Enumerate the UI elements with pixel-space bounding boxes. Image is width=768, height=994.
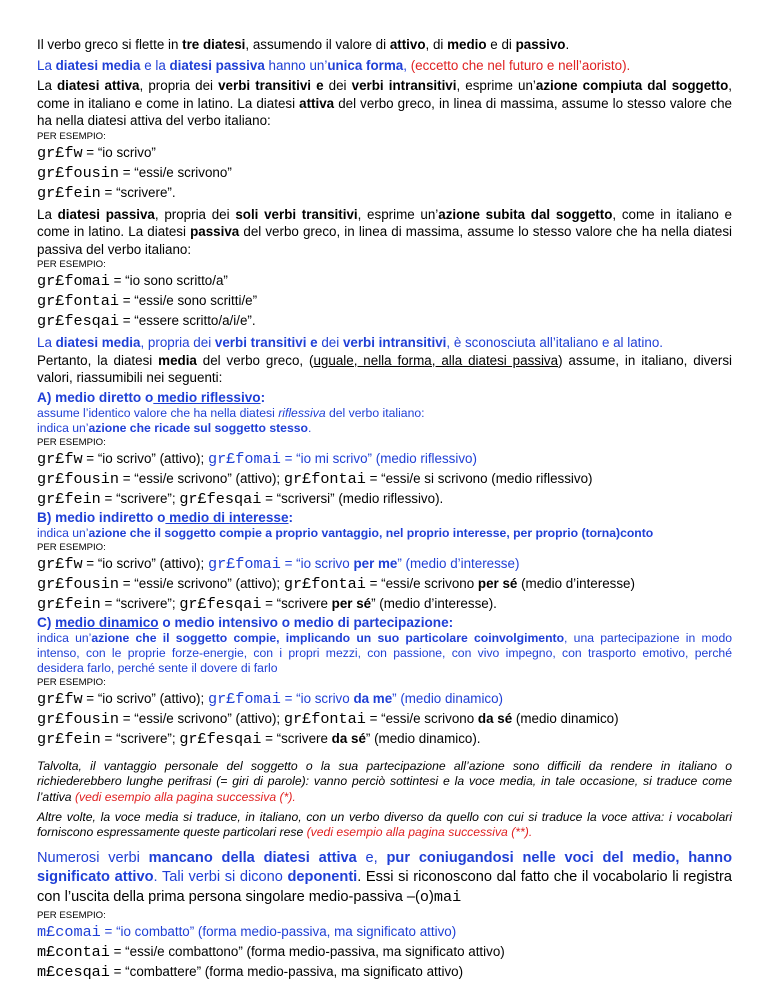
text: , esprime un’ [456,78,536,94]
per-esempio-label: PER ESEMPIO: [37,259,106,271]
heading-a-desc [37,406,732,421]
per-esempio-label: PER ESEMPIO: [37,437,106,449]
text: medio dinamico [55,614,159,630]
text: diatesi passiva [57,206,155,222]
greek-word: gr£fein [37,729,101,748]
text: = “essi/e si scrivono (medio riflessivo) [365,470,593,486]
text: , assumendo il valore di [245,37,390,52]
text: medio diretto o [55,389,154,405]
text: del verbo greco, ( [196,352,314,368]
heading-b [37,509,732,526]
text: pur coniugandosi nelle voci del medio, hanno significato attivo [37,849,733,886]
example-line [37,574,732,594]
example-line [37,449,732,469]
text: unica forma [327,57,404,73]
greek-word: gr£fw [37,143,83,162]
text: = “scrivere”; [100,730,180,746]
text: ” (medio dinamico) [392,690,504,706]
text: passivo [515,37,566,52]
greek-word: gr£fw [37,554,83,573]
text: azione che il soggetto compie a proprio vantaggio, nel proprio interesse, per proprio (torna)conto [88,525,654,540]
text: , propria dei [154,206,236,222]
text: dei [317,334,343,350]
example-line [37,594,732,614]
text: = “scrivere [261,730,332,746]
text: dei [323,78,352,94]
text: hanno un’ [264,57,328,73]
text: per sé [331,595,372,611]
text: ) assume, in italiano, diversi valori, riassumibili nei seguenti: [37,352,732,386]
text: Il verbo greco si flette in [37,37,183,52]
text: = “io scrivo [280,555,354,571]
text: riflessiva [278,405,326,420]
text: Numerosi verbi [37,849,149,866]
text: verbi transitivi e [214,334,318,350]
text: uguale, nella forma, alla diatesi passiva [313,352,559,368]
greek-word: gr£fw [37,689,83,708]
greek-word: gr£fousin [37,163,120,182]
text: e, [356,849,387,866]
heading-a-desc [37,421,732,436]
example-line [37,554,732,574]
greek-word: gr£fomai [207,554,281,573]
text: indica un’ [37,525,89,540]
text: deponenti [287,869,358,886]
text: = “io scrivo” [82,144,156,160]
middle-voice-note [37,334,732,352]
text: , come in italiano e come in latino. La diatesi [37,78,732,111]
example-line [37,942,732,962]
text: da sé [477,710,513,726]
per-esempio-label: PER ESEMPIO: [37,909,106,921]
text: = “essi/e scrivono [365,575,478,591]
greek-word: mai [433,887,462,906]
text: azione che ricade sul soggetto stesso [88,420,308,435]
text: La [37,57,56,73]
greek-word: gr£fomai [207,449,281,468]
text: . [307,420,312,435]
greek-word: gr£fomai [207,689,281,708]
text: del verbo italiano: [325,405,425,420]
text: B) [37,509,56,525]
text: indica un’ [37,420,89,435]
example-line [37,709,732,729]
greek-word: gr£fesqai [179,489,262,508]
text: Altre volte, la voce media si traduce, in italiano, con un verbo diverso da quello con cui si traduce la voce attiva: i vocabolari forniscono espressamente queste particolari rese [37,809,732,840]
text: Pertanto, la diatesi [37,352,159,368]
text: , esprime un’ [357,206,439,222]
per-esempio-label: PER ESEMPIO: [37,541,106,553]
text: da sé [331,730,366,746]
text: ” (medio dinamico). [365,730,481,746]
example-line [37,143,732,163]
text: passiva [190,224,240,240]
text: . Essi si riconoscono dal fatto che il vocabolario li registra con l’uscita della prima persona singolare medio-passiva –( [37,869,733,905]
greek-word: gr£fontai [283,574,366,593]
example-line [37,291,732,311]
greek-word: gr£fw [37,449,83,468]
text: e di [486,37,516,52]
text: = “scriversi” (medio riflessivo). [261,490,444,506]
text: La [37,334,56,350]
text: : [288,509,294,525]
intro-paragraph [37,36,732,54]
text: ” (medio d’interesse) [397,555,520,571]
text: : [260,389,266,405]
text: C) [37,614,56,630]
text: = “essi/e sono scritti/e” [119,292,258,308]
text: , [403,57,411,73]
greek-word: gr£fein [37,594,101,613]
text: attivo [389,37,426,52]
text: . Tali verbi si dicono [153,869,288,886]
text: = “essere scritto/a/i/e”. [119,312,256,328]
active-voice-paragraph [37,77,732,130]
per-esempio-label: PER ESEMPIO: [37,130,106,142]
text: azione subita dal soggetto [438,206,613,222]
example-line [37,311,732,331]
middle-voice-paragraph [37,352,732,387]
text: (medio d’interesse) [517,575,635,591]
text: medio indiretto o [55,509,166,525]
text: La [37,78,57,94]
text: azione compiuta dal soggetto [535,78,729,94]
text: del verbo greco, in linea di massima, assume lo stesso valore che ha nella diatesi passiva del verbo italiano: [37,224,733,257]
text: assume l’identico valore che ha nella diatesi [37,405,279,420]
text: verbi transitivi e [218,78,324,94]
text: = “io scrivo” (attivo); [82,690,208,706]
per-esempio-label: PER ESEMPIO: [37,677,106,689]
text: ” (medio d’interesse). [371,595,497,611]
text: = “io scrivo [280,690,354,706]
text: = “essi/e scrivono” (attivo); [119,575,284,591]
text: = “scrivere”; [100,595,180,611]
italic-note-2 [37,810,732,841]
example-line [37,489,732,509]
text: = “io sono scritto/a” [109,272,228,288]
text: La [37,206,58,222]
text: = “io scrivo” (attivo); [82,450,208,466]
heading-c [37,614,732,631]
text: ) [429,888,434,905]
text: , è sconosciuta all’italiano e al latino. [446,334,663,350]
heading-a [37,389,732,406]
text: per me [353,555,398,571]
greek-word: gr£fousin [37,709,120,728]
text: , propria dei [139,78,219,94]
text: = “scrivere [261,595,332,611]
example-line [37,922,732,942]
text: = “io combatto” (forma medio-passiva, ma significato attivo) [100,923,457,939]
greek-word: m£comai [37,922,101,941]
text: diatesi media [55,57,141,73]
text: diatesi media [55,334,141,350]
greek-word: gr£fontai [37,291,120,310]
text: diatesi attiva [57,78,140,94]
greek-word: gr£fontai [283,469,366,488]
greek-word: gr£fousin [37,574,120,593]
text: medio [447,37,487,52]
text: A) [37,389,56,405]
text: tre diatesi [182,37,246,52]
text: = “essi/e scrivono” [119,164,232,180]
text: , una partecipazione in modo intenso, con le proprie forze-energie, con i propri mezzi, con passione, con vivo impegno, con trasporto emotivo, perché desidera farlo, perché sente il dovere di farlo [37,630,732,675]
greek-word: gr£fein [37,489,101,508]
text: . [565,37,570,52]
text: diatesi passiva [169,57,265,73]
text: = “combattere” (forma medio-passiva, ma significato attivo) [109,963,464,979]
media-passiva-note [37,57,732,75]
text: azione che il soggetto compie, implicando un suo particolare coinvolgimento [91,630,565,645]
text: mancano della diatesi attiva [148,849,357,866]
text: del verbo greco, in linea di massima, assume lo stesso valore che ha nella diatesi attiva del verbo italiano: [37,95,732,129]
text: medio riflessivo [153,389,261,405]
text: = “scrivere”; [100,490,180,506]
italic-note-1 [37,759,732,805]
greek-word: gr£fomai [37,271,110,290]
greek-word: gr£fein [37,183,101,202]
text: , come in italiano e come in latino. La diatesi [37,206,733,240]
example-line [37,183,732,203]
text: soli verbi transitivi [235,206,358,222]
example-line [37,271,732,291]
greek-word: gr£fontai [283,709,366,728]
text: (vedi esempio alla pagina successiva (**). [306,825,533,840]
text: = “essi/e scrivono” (attivo); [119,710,284,726]
text: per sé [477,575,518,591]
text: , di [425,37,448,52]
greek-word: o [419,887,429,906]
example-line [37,163,732,183]
example-line [37,729,732,749]
deponent-paragraph [37,849,732,907]
text: , propria dei [140,334,215,350]
greek-word: gr£fousin [37,469,120,488]
text: = “essi/e scrivono” (attivo); [119,470,284,486]
text: o medio intensivo o medio di partecipazione: [158,614,454,630]
text: da me [353,690,393,706]
greek-word: gr£fesqai [37,311,120,330]
example-line [37,689,732,709]
text: (vedi esempio alla pagina successiva (*). [74,789,296,804]
example-line [37,469,732,489]
heading-c-desc [37,631,732,677]
text: = “essi/e combattono” (forma medio-passiva, ma significato attivo) [109,943,505,959]
text: e la [140,57,170,73]
text: media [158,352,197,368]
heading-b-desc [37,526,732,541]
greek-word: gr£fesqai [179,729,262,748]
text: (medio dinamico) [512,710,619,726]
greek-word: m£contai [37,942,110,961]
text: (eccetto che nel futuro e nell’aoristo). [410,57,631,73]
text: = “io mi scrivo” (medio riflessivo) [280,450,477,466]
text: medio di interesse [165,509,289,525]
text: attiva [299,95,335,111]
text: Talvolta, il vantaggio personale del soggetto o la sua partecipazione all’azione sono difficili da rendere in italiano o richiederebbero lunghe perifrasi (= giri di parole): vanno perciò sottintesi e la voce media, in tale occasione, si traduce come l’attiva [37,758,732,804]
example-line [37,962,732,982]
text: verbi intransitivi [342,334,447,350]
text: verbi intransitivi [351,78,457,94]
text: indica un’ [37,630,92,645]
greek-word: gr£fesqai [179,594,262,613]
passive-voice-paragraph [37,206,732,259]
text: = “scrivere”. [100,184,176,200]
text: = “io scrivo” (attivo); [82,555,208,571]
text: = “essi/e scrivono [365,710,478,726]
greek-word: m£cesqai [37,962,110,981]
